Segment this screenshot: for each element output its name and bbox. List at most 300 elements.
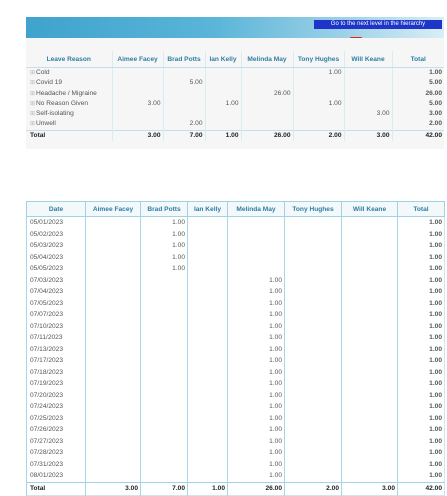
row-total-cell: 1.00: [398, 355, 445, 367]
row-total-cell: 1.00: [398, 447, 445, 459]
table-row: [26, 99, 444, 109]
value-cell: [141, 344, 188, 356]
row-total-cell: 42.00: [392, 130, 444, 141]
value-cell: [141, 298, 188, 310]
value-cell: [112, 78, 163, 88]
table-row: [26, 68, 444, 79]
value-cell: [112, 119, 163, 130]
value-cell: [86, 321, 141, 333]
table-row: [27, 321, 445, 333]
value-cell: [188, 309, 228, 321]
value-cell: [188, 286, 228, 298]
leave-reason-matrix[interactable]: [26, 38, 444, 149]
row-total-cell: 3.00: [392, 109, 444, 119]
value-cell: [205, 78, 241, 88]
value-cell: 2.00: [285, 482, 342, 495]
row-label: [27, 436, 86, 448]
row-label-text: Self-isolating: [36, 110, 74, 118]
value-cell: 1.00: [141, 240, 188, 252]
column-header[interactable]: Melinda May: [228, 202, 285, 217]
table-row: [26, 119, 444, 130]
value-cell: [86, 459, 141, 471]
row-label: [27, 217, 86, 229]
column-header[interactable]: Tony Hughes: [285, 202, 342, 217]
table-row: [26, 89, 444, 99]
row-total-cell: 1.00: [398, 298, 445, 310]
value-cell: 7.00: [141, 482, 188, 495]
value-cell: [205, 119, 241, 130]
value-cell: [86, 436, 141, 448]
value-cell: [293, 78, 344, 88]
table-row: [27, 252, 445, 264]
value-cell: [344, 89, 392, 99]
column-header[interactable]: Brad Potts: [163, 51, 205, 68]
value-cell: 26.00: [241, 89, 293, 99]
row-total-cell: 1.00: [398, 332, 445, 344]
row-label: [27, 367, 86, 379]
row-label-text: 07/20/2023: [30, 391, 64, 399]
value-cell: [86, 240, 141, 252]
value-cell: [228, 263, 285, 275]
row-label-text: 07/31/2023: [30, 460, 64, 468]
value-cell: 3.00: [344, 130, 392, 141]
value-cell: 1.00: [228, 309, 285, 321]
value-cell: [342, 252, 398, 264]
value-cell: [285, 217, 342, 229]
row-total-cell: 1.00: [398, 286, 445, 298]
row-label-text: 07/18/2023: [30, 368, 64, 376]
value-cell: [188, 447, 228, 459]
row-total-cell: 1.00: [398, 240, 445, 252]
value-cell: [342, 229, 398, 241]
row-label-text: 05/05/2023: [30, 265, 64, 272]
value-cell: [188, 367, 228, 379]
value-cell: [141, 413, 188, 425]
value-cell: [241, 109, 293, 119]
table-row: [27, 401, 445, 413]
column-header[interactable]: Total: [398, 202, 445, 217]
value-cell: [285, 229, 342, 241]
row-total-cell: 1.00: [398, 401, 445, 413]
row-label-text: 08/01/2023: [30, 472, 64, 479]
expand-bullet-icon[interactable]: ⊞: [30, 121, 36, 128]
value-cell: 26.00: [241, 130, 293, 141]
value-cell: 1.00: [141, 263, 188, 275]
value-cell: [285, 332, 342, 344]
row-total-cell: 1.00: [398, 424, 445, 436]
value-cell: [141, 459, 188, 471]
row-label-text: 07/17/2023: [30, 357, 64, 364]
value-cell: [342, 413, 398, 425]
row-label: [27, 309, 86, 321]
value-cell: 1.00: [141, 229, 188, 241]
table-row: [27, 286, 445, 298]
table-row: [27, 275, 445, 287]
table-row: [27, 240, 445, 252]
table-row: [27, 413, 445, 425]
row-label-text: 07/05/2023: [30, 299, 64, 307]
column-header[interactable]: Aimee Facey: [112, 51, 163, 68]
date-table-header-row: [27, 202, 445, 217]
value-cell: [86, 390, 141, 402]
value-cell: [86, 286, 141, 298]
row-label-text: 07/24/2023: [30, 403, 64, 410]
value-cell: [141, 424, 188, 436]
value-cell: [344, 99, 392, 109]
value-cell: 1.00: [228, 275, 285, 287]
value-cell: [285, 459, 342, 471]
expand-bullet-icon[interactable]: ⊞: [30, 70, 36, 76]
row-label-text: 05/04/2023: [30, 253, 64, 261]
row-label: [26, 78, 112, 88]
value-cell: [112, 68, 163, 79]
column-header[interactable]: Ian Kelly: [188, 202, 228, 217]
row-label: [27, 424, 86, 436]
value-cell: [285, 470, 342, 482]
value-cell: [141, 378, 188, 390]
value-cell: 1.00: [228, 332, 285, 344]
value-cell: [188, 424, 228, 436]
value-cell: [344, 119, 392, 130]
row-label-text: 07/10/2023: [30, 322, 64, 330]
row-label-text: 07/04/2023: [30, 288, 64, 295]
row-total-cell: 1.00: [398, 309, 445, 321]
value-cell: [293, 89, 344, 99]
value-cell: 1.00: [228, 321, 285, 333]
value-cell: [188, 252, 228, 264]
value-cell: [285, 252, 342, 264]
row-label: [26, 99, 112, 109]
value-cell: 1.00: [293, 99, 344, 109]
row-total-cell: 5.00: [392, 99, 444, 109]
value-cell: [163, 89, 205, 99]
row-label: [27, 298, 86, 310]
row-total-cell: 26.00: [392, 89, 444, 99]
row-total-cell: 1.00: [398, 378, 445, 390]
table-row: [26, 78, 444, 88]
value-cell: 26.00: [228, 482, 285, 495]
value-cell: [188, 344, 228, 356]
value-cell: 1.00: [205, 99, 241, 109]
value-cell: [241, 119, 293, 130]
value-cell: [342, 447, 398, 459]
value-cell: [141, 275, 188, 287]
row-label: [27, 321, 86, 333]
value-cell: 2.00: [163, 119, 205, 130]
value-cell: 1.00: [228, 286, 285, 298]
value-cell: [86, 447, 141, 459]
expand-bullet-icon[interactable]: ⊞: [30, 100, 36, 107]
expand-bullet-icon[interactable]: ⊞: [30, 80, 36, 87]
column-header[interactable]: Brad Potts: [141, 202, 188, 217]
row-label: [27, 252, 86, 264]
row-label-text: 07/28/2023: [30, 449, 64, 456]
table-row: [27, 344, 445, 356]
row-label-text: 07/27/2023: [30, 437, 64, 445]
value-cell: [285, 286, 342, 298]
value-cell: [188, 355, 228, 367]
row-label: [27, 240, 86, 252]
expand-bullet-icon[interactable]: ⊞: [30, 90, 36, 97]
table-row: [27, 263, 445, 275]
value-cell: [285, 298, 342, 310]
value-cell: [86, 298, 141, 310]
row-label: [27, 390, 86, 402]
row-total-cell: 1.00: [398, 470, 445, 482]
value-cell: [342, 332, 398, 344]
row-label: [27, 344, 86, 356]
row-label-text: 05/01/2023: [30, 219, 64, 226]
column-header[interactable]: Melinda May: [241, 51, 293, 68]
row-label: [26, 130, 112, 141]
value-cell: [86, 332, 141, 344]
value-cell: [141, 286, 188, 298]
row-label: [27, 470, 86, 482]
value-cell: [188, 240, 228, 252]
row-label: [27, 332, 86, 344]
value-cell: 7.00: [163, 130, 205, 141]
value-cell: 2.00: [293, 130, 344, 141]
table-row: [27, 229, 445, 241]
column-header[interactable]: Total: [392, 51, 444, 68]
value-cell: 1.00: [228, 355, 285, 367]
column-header[interactable]: Tony Hughes: [293, 51, 344, 68]
value-cell: [342, 390, 398, 402]
matrix-header-row: [26, 51, 444, 68]
row-label-text: 07/03/2023: [30, 276, 64, 284]
column-header[interactable]: Ian Kelly: [205, 51, 241, 68]
value-cell: [188, 217, 228, 229]
row-label-text: Unwell: [36, 120, 56, 128]
value-cell: [342, 298, 398, 310]
value-cell: [228, 229, 285, 241]
value-cell: [342, 321, 398, 333]
table-row: [27, 298, 445, 310]
value-cell: [86, 229, 141, 241]
value-cell: [342, 263, 398, 275]
value-cell: [86, 355, 141, 367]
row-total-cell: 1.00: [398, 459, 445, 471]
value-cell: [285, 390, 342, 402]
table-row: [27, 367, 445, 379]
table-row: [27, 309, 445, 321]
value-cell: [86, 252, 141, 264]
row-total-cell: 1.00: [398, 367, 445, 379]
date-table: [26, 201, 445, 496]
matrix-table: [26, 51, 444, 141]
value-cell: [86, 367, 141, 379]
value-cell: [342, 459, 398, 471]
column-header[interactable]: Will Keane: [342, 202, 398, 217]
date-table-visual[interactable]: [26, 196, 444, 496]
value-cell: [86, 378, 141, 390]
value-cell: [86, 470, 141, 482]
row-label: [26, 109, 112, 119]
drilldown-tooltip: Go to the next level in the hierarchy: [314, 20, 442, 29]
value-cell: 3.00: [112, 99, 163, 109]
value-cell: 3.00: [342, 482, 398, 495]
value-cell: [241, 78, 293, 88]
value-cell: 1.00: [228, 401, 285, 413]
row-label-text: 05/02/2023: [30, 230, 64, 238]
value-cell: [188, 275, 228, 287]
column-header[interactable]: Date: [27, 202, 86, 217]
value-cell: [86, 275, 141, 287]
table-row: [27, 355, 445, 367]
value-cell: [342, 436, 398, 448]
value-cell: [86, 401, 141, 413]
value-cell: [86, 413, 141, 425]
value-cell: 1.00: [228, 298, 285, 310]
value-cell: [112, 89, 163, 99]
value-cell: [141, 436, 188, 448]
row-total-cell: 1.00: [392, 68, 444, 79]
value-cell: [344, 78, 392, 88]
value-cell: [293, 119, 344, 130]
value-cell: [188, 390, 228, 402]
value-cell: [188, 436, 228, 448]
value-cell: [86, 424, 141, 436]
value-cell: [188, 332, 228, 344]
value-cell: [285, 240, 342, 252]
row-label-text: Headache / Migraine: [36, 89, 97, 97]
row-label-text: 07/26/2023: [30, 426, 64, 433]
value-cell: 1.00: [228, 367, 285, 379]
value-cell: [285, 367, 342, 379]
row-label: [26, 89, 112, 99]
value-cell: [228, 240, 285, 252]
column-header[interactable]: Will Keane: [344, 51, 392, 68]
value-cell: [86, 263, 141, 275]
row-total-cell: 42.00: [398, 482, 445, 495]
row-label: [27, 413, 86, 425]
row-label: [27, 482, 86, 495]
value-cell: 5.00: [163, 78, 205, 88]
value-cell: [285, 355, 342, 367]
value-cell: 1.00: [188, 482, 228, 495]
value-cell: [342, 286, 398, 298]
value-cell: [285, 413, 342, 425]
row-total-cell: 1.00: [398, 263, 445, 275]
value-cell: [188, 298, 228, 310]
value-cell: [285, 309, 342, 321]
value-cell: [241, 68, 293, 79]
row-label: [27, 459, 86, 471]
value-cell: [342, 344, 398, 356]
row-total-cell: 1.00: [398, 390, 445, 402]
value-cell: [163, 109, 205, 119]
row-label-text: Total: [30, 131, 46, 139]
value-cell: [342, 367, 398, 379]
row-label-text: 07/13/2023: [30, 345, 64, 353]
row-total-cell: 1.00: [398, 344, 445, 356]
value-cell: [285, 344, 342, 356]
value-cell: [342, 309, 398, 321]
value-cell: [342, 378, 398, 390]
row-total-cell: 1.00: [398, 275, 445, 287]
expand-bullet-icon[interactable]: ⊞: [30, 111, 36, 118]
value-cell: [141, 401, 188, 413]
value-cell: [188, 378, 228, 390]
value-cell: [342, 240, 398, 252]
table-row: [27, 459, 445, 471]
row-label-text: 07/19/2023: [30, 380, 64, 387]
table-row: [27, 390, 445, 402]
value-cell: [141, 321, 188, 333]
value-cell: 1.00: [141, 252, 188, 264]
value-cell: [205, 89, 241, 99]
table-row: [27, 378, 445, 390]
value-cell: [285, 263, 342, 275]
value-cell: [205, 68, 241, 79]
table-row: [27, 470, 445, 482]
row-label-text: No Reason Given: [36, 99, 89, 107]
value-cell: [188, 229, 228, 241]
value-cell: [293, 109, 344, 119]
row-label-text: 07/25/2023: [30, 414, 64, 422]
value-cell: 1.00: [228, 413, 285, 425]
row-total-cell: 1.00: [398, 413, 445, 425]
value-cell: 1.00: [228, 344, 285, 356]
value-cell: [205, 109, 241, 119]
column-header[interactable]: Aimee Facey: [86, 202, 141, 217]
value-cell: [285, 424, 342, 436]
row-label: [26, 119, 112, 130]
row-label: [26, 68, 112, 79]
row-total-cell: 5.00: [392, 78, 444, 88]
value-cell: 1.00: [228, 390, 285, 402]
value-cell: 1.00: [141, 217, 188, 229]
value-cell: [285, 436, 342, 448]
value-cell: [241, 99, 293, 109]
value-cell: 1.00: [228, 436, 285, 448]
value-cell: [188, 413, 228, 425]
value-cell: [163, 68, 205, 79]
value-cell: [342, 275, 398, 287]
value-cell: [285, 447, 342, 459]
value-cell: [141, 309, 188, 321]
value-cell: [285, 378, 342, 390]
value-cell: [228, 217, 285, 229]
row-label: [27, 378, 86, 390]
value-cell: [188, 470, 228, 482]
value-cell: [141, 367, 188, 379]
table-row: [27, 332, 445, 344]
value-cell: [141, 390, 188, 402]
row-label: [27, 401, 86, 413]
row-label-text: Cold: [36, 69, 50, 76]
value-cell: [188, 401, 228, 413]
row-label: [27, 286, 86, 298]
row-total-cell: 2.00: [392, 119, 444, 130]
row-label-text: Covid 19: [36, 79, 63, 87]
value-cell: [188, 459, 228, 471]
row-label: [27, 355, 86, 367]
value-cell: 3.00: [86, 482, 141, 495]
total-row: [27, 482, 445, 495]
value-cell: [344, 68, 392, 79]
value-cell: 3.00: [112, 130, 163, 141]
value-cell: [86, 217, 141, 229]
value-cell: [163, 99, 205, 109]
total-row: [26, 130, 444, 141]
row-label-text: 07/07/2023: [30, 311, 64, 318]
column-header[interactable]: Leave Reason: [26, 51, 112, 68]
row-label: [27, 447, 86, 459]
value-cell: [342, 470, 398, 482]
value-cell: 1.00: [228, 459, 285, 471]
row-total-cell: 1.00: [398, 321, 445, 333]
